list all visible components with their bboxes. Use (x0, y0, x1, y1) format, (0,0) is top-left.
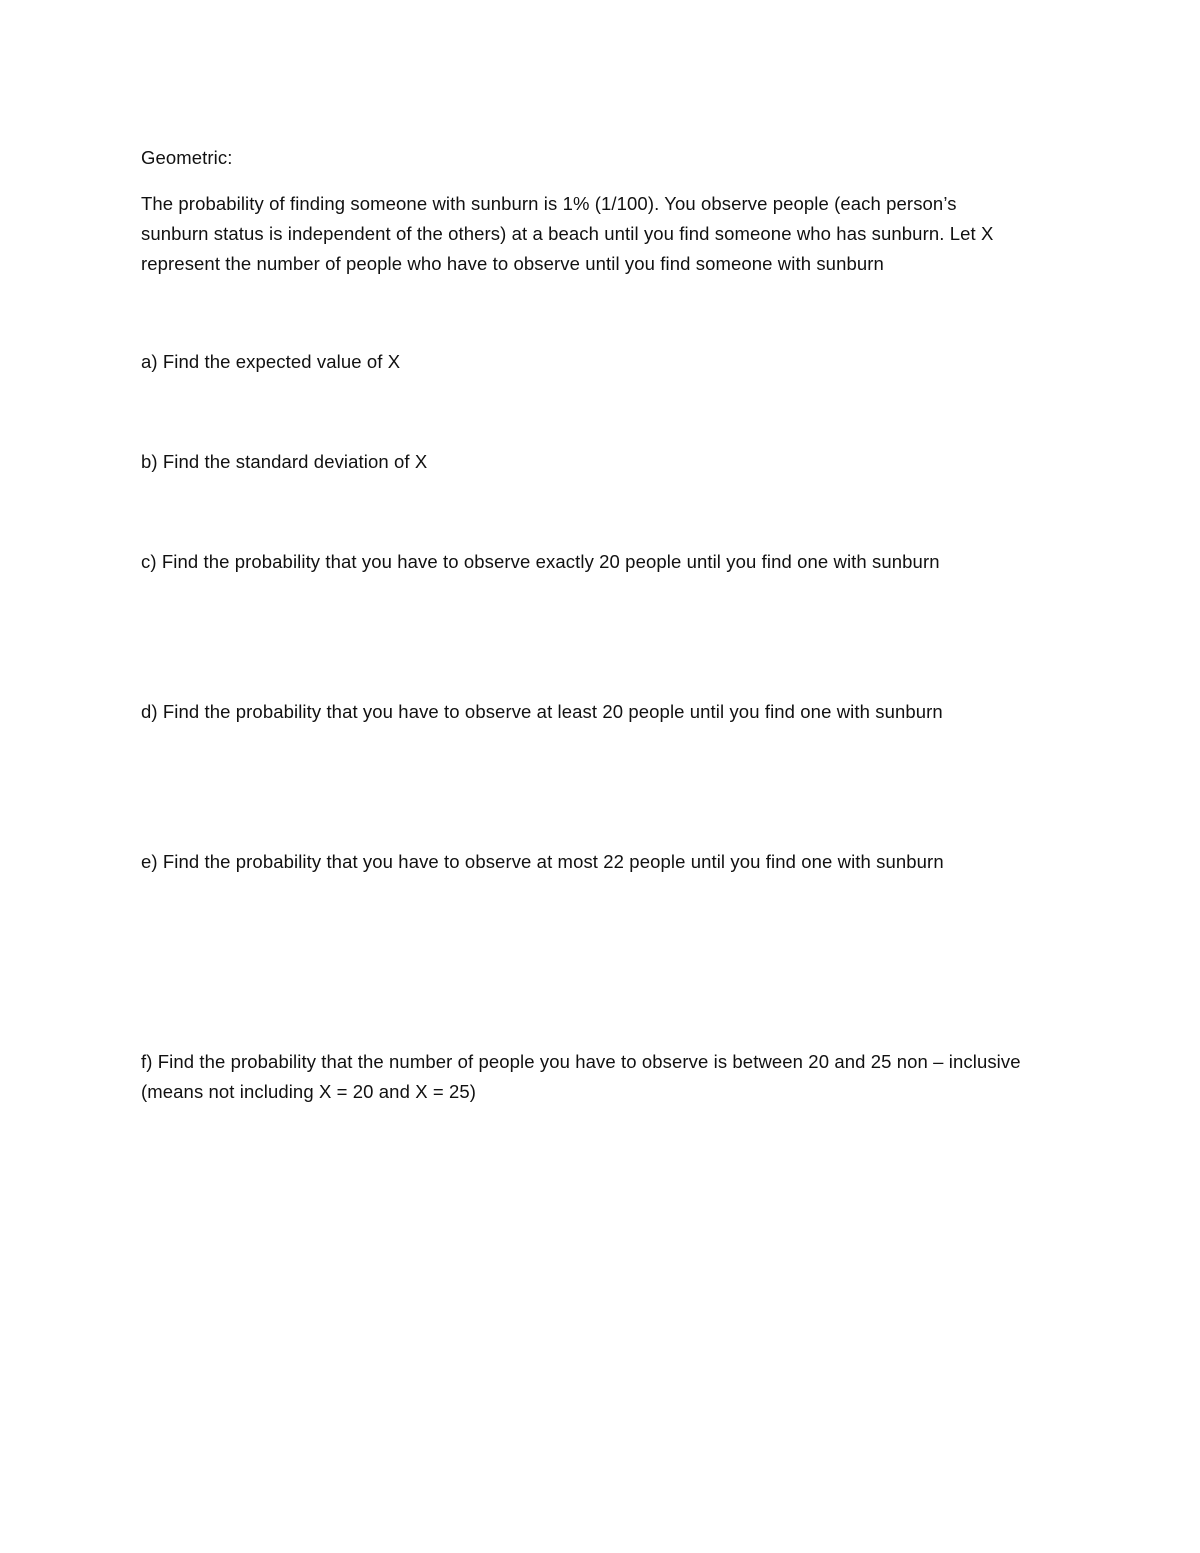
question-b: b) Find the standard deviation of X (141, 451, 428, 472)
problem-statement: The probability of finding someone with sunburn is 1% (1/100). You observe people (each person’s sunburn status is independent of the others) at a beach until you find someone who has sunburn. Let X represent the number of people who have to observe until you find someone with sunburn (141, 193, 994, 274)
question-c: c) Find the probability that you have to observe exactly 20 people until you find one with sunburn (141, 551, 940, 572)
question-a: a) Find the expected value of X (141, 351, 401, 372)
document-body (141, 143, 1021, 1107)
question-f: f) Find the probability that the number of people you have to observe is between 20 and 25 non – inclusive (means not including X = 20 and X = 25) (141, 1051, 1021, 1102)
question-e: e) Find the probability that you have to observe at most 22 people until you find one with sunburn (141, 851, 944, 872)
section-heading: Geometric: (141, 147, 233, 168)
question-d: d) Find the probability that you have to observe at least 20 people until you find one with sunburn (141, 701, 943, 722)
